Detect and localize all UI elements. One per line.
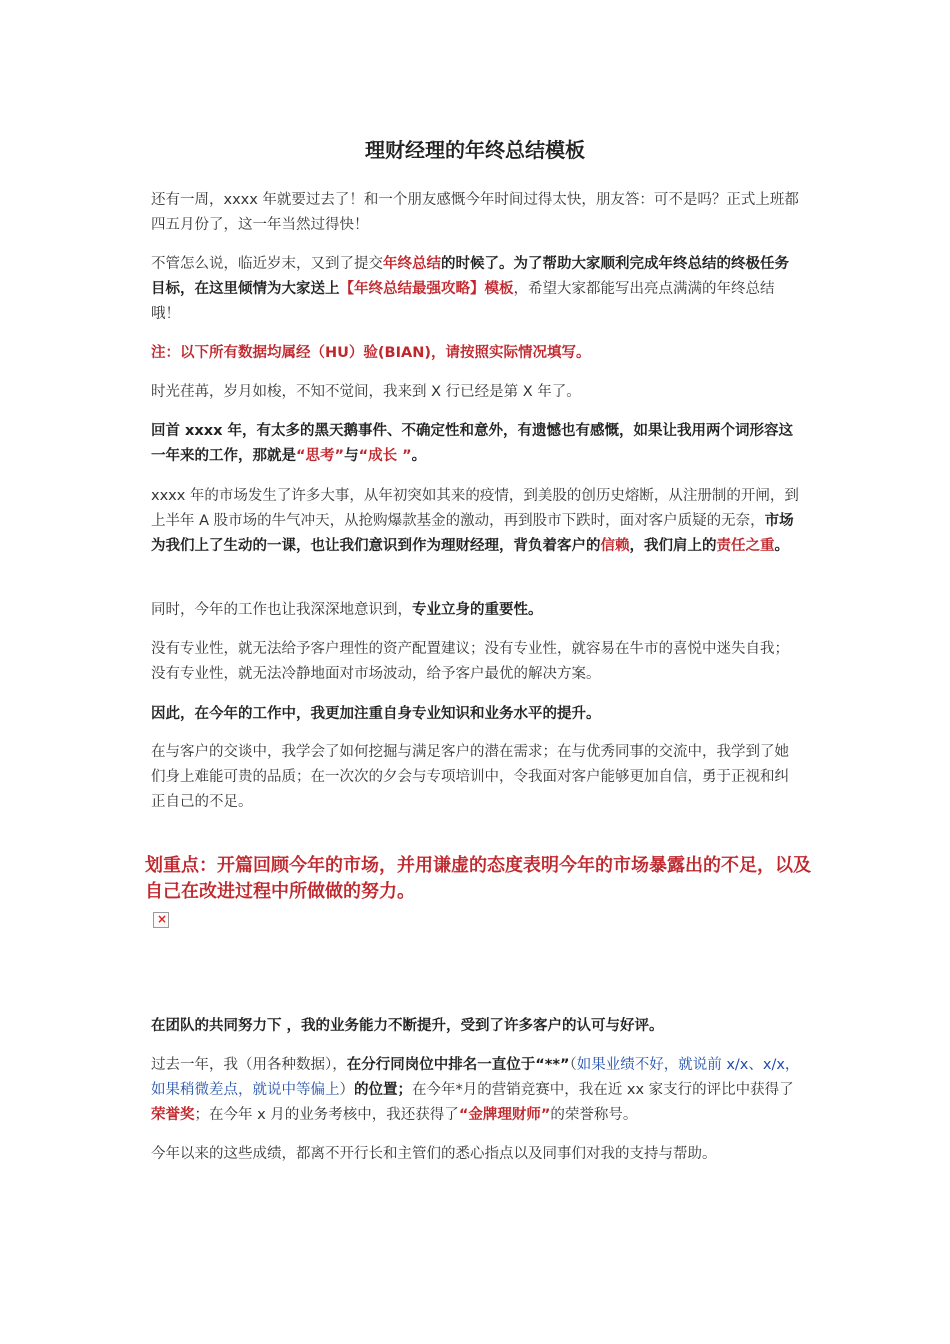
text-segment: 同时，今年的工作也让我深深地意识到， (151, 602, 412, 618)
paragraph-learning: 在与客户的交谈中，我学会了如何挖掘与满足客户的潜在需求；在与优秀同事的交流中，我学到了她们身上难能可贵的品质；在一次次的夕会与专项培训中，令我面对客户能够更加自信，勇于正视和纠正自己的不足。 (151, 744, 789, 810)
text-segment: 过去一年，我（用各种数据）， (151, 1057, 347, 1073)
text-segment: 的位置； (354, 1082, 412, 1098)
text-segment: 专业立身的重要性。 (412, 602, 543, 618)
text-segment: ） (339, 1082, 354, 1098)
paragraph-therefore: 因此，在今年的工作中，我更加注重自身专业知识和业务水平的提升。 (151, 706, 601, 722)
paragraph-purpose (151, 252, 801, 327)
text-segment: 的荣誉称号。 (550, 1107, 638, 1123)
text-segment: （ (569, 1057, 577, 1073)
broken-image-icon: × (153, 912, 169, 928)
highlight-growth: “成长 ” (358, 448, 412, 464)
paragraph-achievements (151, 1053, 801, 1128)
key-point-callout: 划重点：开篇回顾今年的市场，并用谦虚的态度表明今年的市场暴露出的不足，以及自己在改进过程中所做做的努力。 (145, 855, 811, 902)
text-segment: 回首 xxxx 年，有太多的黑天鹅事件、不确定性和意外，有遗憾也有感慨，如果让我用两个词形容这一年来的工作，那就是 (151, 423, 794, 464)
paragraph-review (151, 419, 801, 469)
highlight-responsibility: 责任之重 (716, 538, 775, 554)
paragraph-team-effort: 在团队的共同努力下 ，我的业务能力不断提升，受到了许多客户的认可与好评。 (151, 1018, 664, 1034)
text-segment: ，希望大家都能写出亮点满满的年终总结哦！ (151, 281, 775, 322)
text-segment: 。 (411, 448, 427, 464)
paragraph-market (151, 484, 801, 559)
text-segment: 。 (774, 538, 789, 554)
text-segment: 不管怎么说，临近岁末，又到了提交 (151, 256, 383, 272)
paragraph-time: 时光荏苒，岁月如梭，不知不觉间，我来到 X 行已经是第 X 年了。 (151, 384, 581, 400)
highlight-thinking: “思考” (296, 448, 345, 464)
highlight-trust: 信赖 (600, 538, 630, 554)
text-segment: 在这里倾情为大家送上 (194, 281, 340, 297)
highlight-honor-award: 荣誉奖 (151, 1107, 195, 1123)
paragraph-gratitude: 今年以来的这些成绩，都离不开行长和主管们的悉心指点以及同事们对我的支持与帮助。 (151, 1146, 717, 1162)
text-segment: 与 (344, 448, 359, 464)
highlight-year-end-summary: 年终总结 (383, 256, 441, 272)
text-segment: ；在今年 x 月的业务考核中，我还获得了 (194, 1107, 459, 1123)
text-segment: 在今年*月的营销竞赛中，我在近 xx 家支行的评比中获得了 (412, 1082, 794, 1098)
text-segment: ，我们肩上的 (629, 538, 717, 554)
highlight-template: 【年终总结最强攻略】模板 (339, 281, 514, 297)
paragraph-intro: 还有一周，xxxx 年就要过去了！和一个朋友感慨今年时间过得太快，朋友答：可不是吗？正式上班都四五月份了，这一年当然过得快！ (151, 192, 799, 233)
paragraph-without-professionalism: 没有专业性，就无法给予客户理性的资产配置建议；没有专业性，就容易在牛市的喜悦中迷失自我；没有专业性，就无法冷静地面对市场波动，给予客户最优的解决方案。 (151, 641, 789, 682)
text-segment: 的时候了。为了帮助大家顺利完成年终总结的终极任务目标， (151, 256, 789, 297)
hint-text: 如果业绩不好，就说前 x/x、x/x，如果稍微差点，就说中等偏上 (151, 1057, 800, 1098)
text-segment: 市场为我们上了生动的一课，也让我们意识到作为理财经理，背负着客户的 (151, 513, 794, 554)
highlight-gold-advisor: “金牌理财师” (458, 1107, 551, 1123)
text-segment: xxxx 年的市场发生了许多大事，从年初突如其来的疫情，到美股的创历史熔断，从注册制的开闸，到上半年 A 股市场的牛气冲天，从抢购爆款基金的激动，再到股市下跌时，面对客户质疑的无奈， (151, 488, 799, 529)
text-segment: 在分行同岗位中排名一直位于“**” (346, 1057, 570, 1073)
document-title: 理财经理的年终总结模板 (365, 138, 585, 162)
paragraph-professional (151, 598, 801, 623)
data-note: 注：以下所有数据均属经（HU）验(BIAN)，请按照实际情况填写。 (151, 345, 591, 361)
